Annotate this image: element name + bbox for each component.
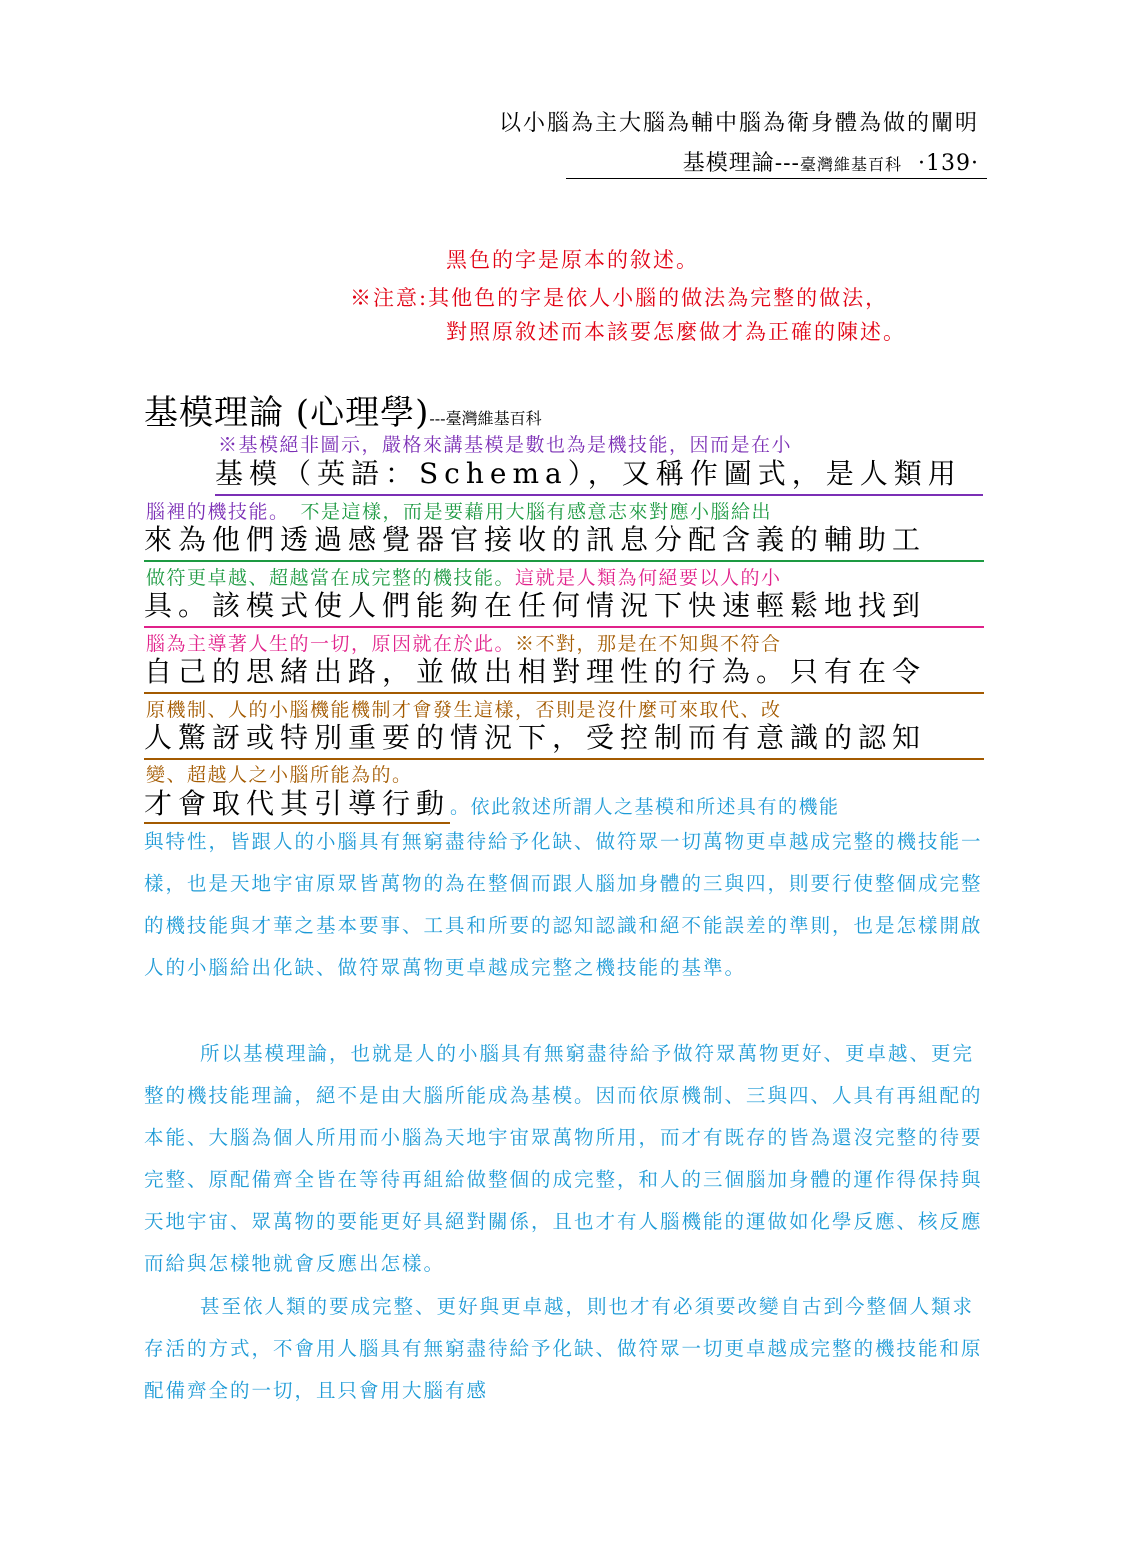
original-line-4: 自己的思緒出路，並做出相對理性的行為。只有在令: [144, 650, 984, 694]
annotation-line-6: 變、超越人之小腦所能為的。: [146, 764, 413, 786]
body-paragraph-1: 與特性，皆跟人的小腦具有無窮盡待給予化缺、做符眾一切萬物更卓越成完整的機技能一樣，也是天地宇宙原眾皆萬物的為在整個而跟人腦加身體的三與四，則要行使整個成完整的機技能與才華之基本要事、工具和所要的認知認識和絕不能誤差的準則，也是怎樣開啟人的小腦給出化缺、做符眾萬物更卓越成完整之機技能的基準。: [144, 830, 983, 979]
note-line-3: 對照原敘述而本該要怎麼做才為正確的陳述。: [446, 320, 906, 344]
body-paragraph-2-text: 所以基模理論，也就是人的小腦具有無窮盡待給予做符眾萬物更好、更卓越、更完整的機技能理論，絕不是由大腦所能成為基模。因而依原機制、三與四、人具有再組配的本能、大腦為個人所用而小腦為天地宇宙眾萬物所用，而才有既存的皆為還沒完整的待要完整、原配備齊全皆在等待再組給做整個的成完整，和人的三個腦加身體的運作得保持與天地宇宙、眾萬物的要能更好具絕對關係，且也才有人腦機能的運做如化學反應、核反應而給與怎樣牠就會反應出怎樣。: [144, 1042, 983, 1275]
annotation-3-green: 做符更卓越、超越當在成完整的機技能。: [146, 567, 516, 589]
running-header-title: 以小腦為主大腦為輔中腦為衛身體為做的闡明: [498, 111, 979, 136]
header-rule: [566, 178, 987, 179]
original-line-1: 基模（英語：Schema），又稱作圖式，是人類用: [215, 452, 983, 496]
annotation-2-purple: 腦裡的機技能。: [146, 501, 281, 523]
original-line-6-continuation: 。依此敘述所謂人之基模和所述具有的機能: [450, 796, 840, 818]
annotation-line-1: ※基模絕非圖示，嚴格來講基模是數也為是機技能，因而是在小: [218, 434, 793, 456]
annotation-3-magenta: 這就是人類為何絕要以人的小: [515, 567, 782, 589]
original-line-5: 人驚訝或特別重要的情況下，受控制而有意識的認知: [144, 716, 984, 760]
body-paragraph-3: [144, 1286, 986, 1412]
original-line-6: [144, 782, 840, 822]
note-line-2: ※注意:其他色的字是依人小腦的做法為完整的做法，: [350, 286, 889, 310]
body-paragraph-2: [144, 1033, 986, 1285]
annotation-2-green: 不是這樣，而是要藉用大腦有感意志來對應小腦給出: [280, 501, 773, 523]
original-line-3: 具。該模式使人們能夠在任何情況下快速輕鬆地找到: [144, 584, 984, 628]
annotation-line-5: 原機制、人的小腦機能機制才會發生這樣，否則是沒什麼可來取代、改: [146, 699, 782, 721]
note-line-1: 黑色的字是原本的敘述。: [446, 248, 699, 272]
running-header-subtitle: [683, 146, 979, 177]
original-line-2: 來為他們透過感覺器官接收的訊息分配含義的輔助工: [144, 518, 984, 562]
annotation-4-magenta: 腦為主導著人生的一切，原因就在於此。: [146, 633, 516, 655]
section-title-main: 基模理論 (心理學): [144, 393, 430, 433]
header-subtitle-main: 基模理論---: [682, 151, 800, 176]
header-subtitle-source: 臺灣維基百科: [800, 155, 903, 174]
section-title: [144, 385, 542, 434]
section-title-source: ---臺灣維基百科: [429, 409, 542, 428]
original-line-6-text: 才會取代其引導行動: [144, 787, 450, 824]
body-paragraph-3-text: 甚至依人類的要成完整、更好與更卓越，則也才有必須要改變自古到今整個人類求存活的方式，不會用人腦具有無窮盡待給予化缺、做符眾一切更卓越成完整的機技能和原配備齊全的一切，且只會用大腦有感: [144, 1295, 983, 1402]
page-number: ·139·: [918, 151, 979, 176]
annotation-4-orange: ※不對，那是在不知與不符合: [515, 633, 782, 655]
